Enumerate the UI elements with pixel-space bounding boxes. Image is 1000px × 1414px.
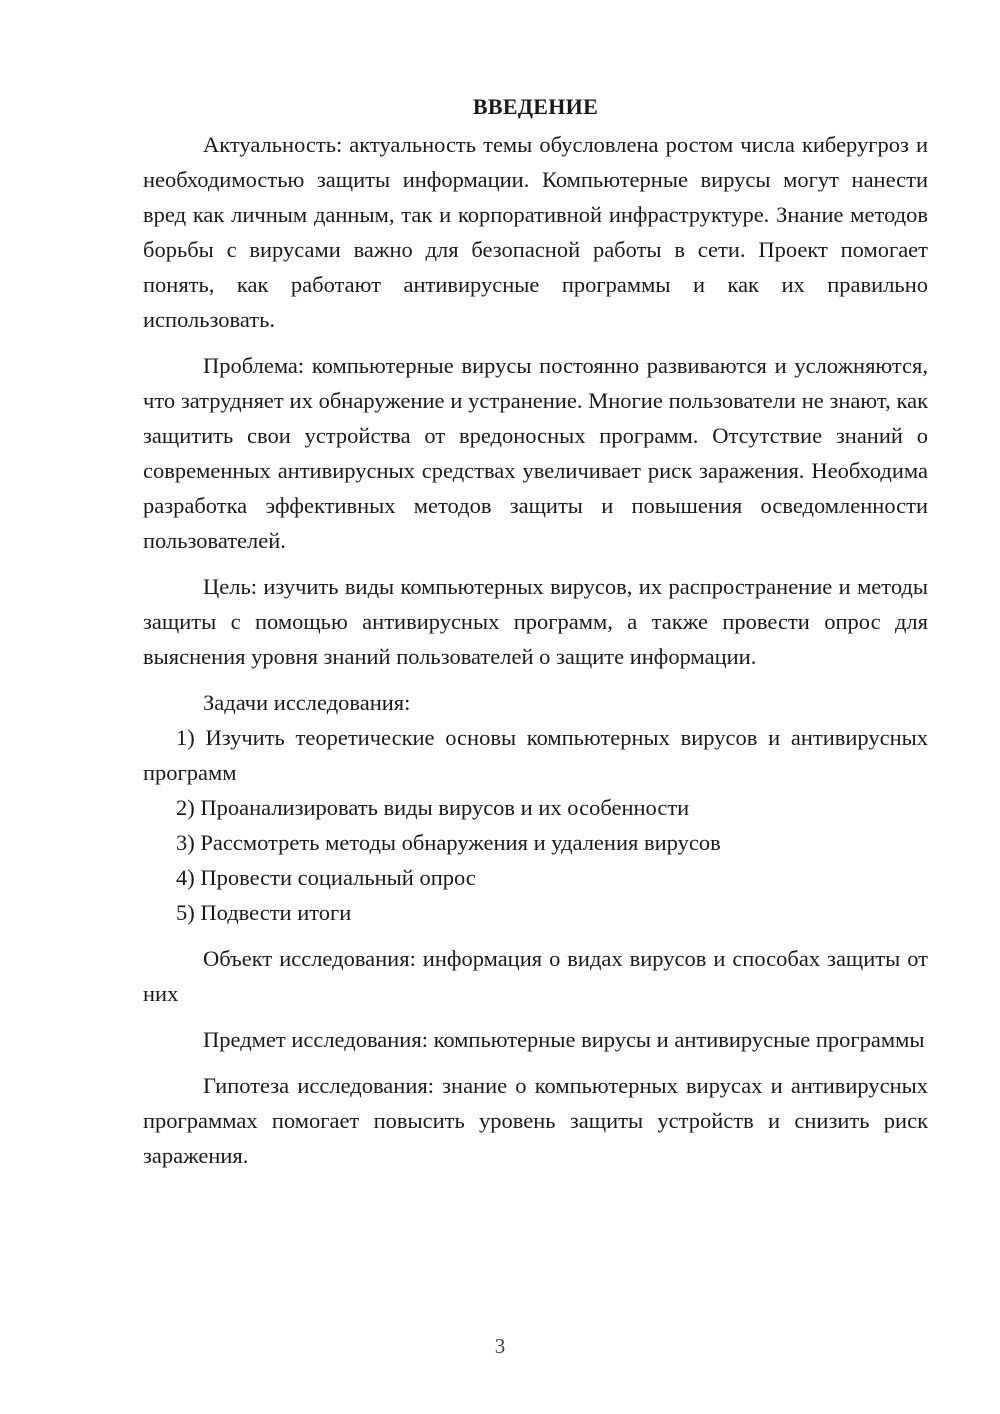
- list-item: 5) Подвести итоги: [176, 900, 352, 925]
- tasks-list: [143, 720, 928, 930]
- page-number: 3: [494, 1334, 506, 1358]
- problem-paragraph: Проблема: компьютерные вирусы постоянно развиваются и усложняются, что затрудняет их обнаружение и устранение. Многие пользователи не знают, как защитить свои устройства от вредоносных программ. Отсутствие знаний о современных антивирусных средствах увеличивает риск заражения. Необходима разработка эффективных методов защиты и повышения осведомленности пользователей.: [143, 353, 928, 553]
- list-item: 4) Провести социальный опрос: [176, 865, 476, 890]
- list-item: 2) Проанализировать виды вирусов и их особенности: [176, 795, 690, 820]
- list-item: 1) Изучить теоретические основы компьютерных вирусов и антивирусных программ: [143, 725, 928, 785]
- subject-paragraph: Предмет исследования: компьютерные вирусы и антивирусные программы: [203, 1027, 925, 1052]
- object-paragraph: Объект исследования: информация о видах вирусов и способах защиты от них: [143, 946, 928, 1006]
- page-title: ВВЕДЕНИЕ: [472, 94, 599, 119]
- hypothesis-paragraph: Гипотеза исследования: знание о компьютерных вирусах и антивирусных программах помогает повысить уровень защиты устройств и снизить риск заражения.: [143, 1073, 928, 1168]
- relevance-paragraph: Актуальность: актуальность темы обусловлена ростом числа киберугроз и необходимостью защиты информации. Компьютерные вирусы могут нанести вред как личным данным, так и корпоративной инфраструктуре. Знание методов борьбы с вирусами важно для безопасной работы в сети. Проект помогает понять, как работают антивирусные программы и как их правильно использовать.: [143, 132, 928, 332]
- tasks-heading: Задачи исследования:: [203, 690, 411, 715]
- list-item: 3) Рассмотреть методы обнаружения и удаления вирусов: [176, 830, 721, 855]
- document-page: [143, 92, 928, 1173]
- goal-paragraph: Цель: изучить виды компьютерных вирусов, их распространение и методы защиты с помощью антивирусных программ, а также провести опрос для выяснения уровня знаний пользователей о защите информации.: [143, 574, 928, 669]
